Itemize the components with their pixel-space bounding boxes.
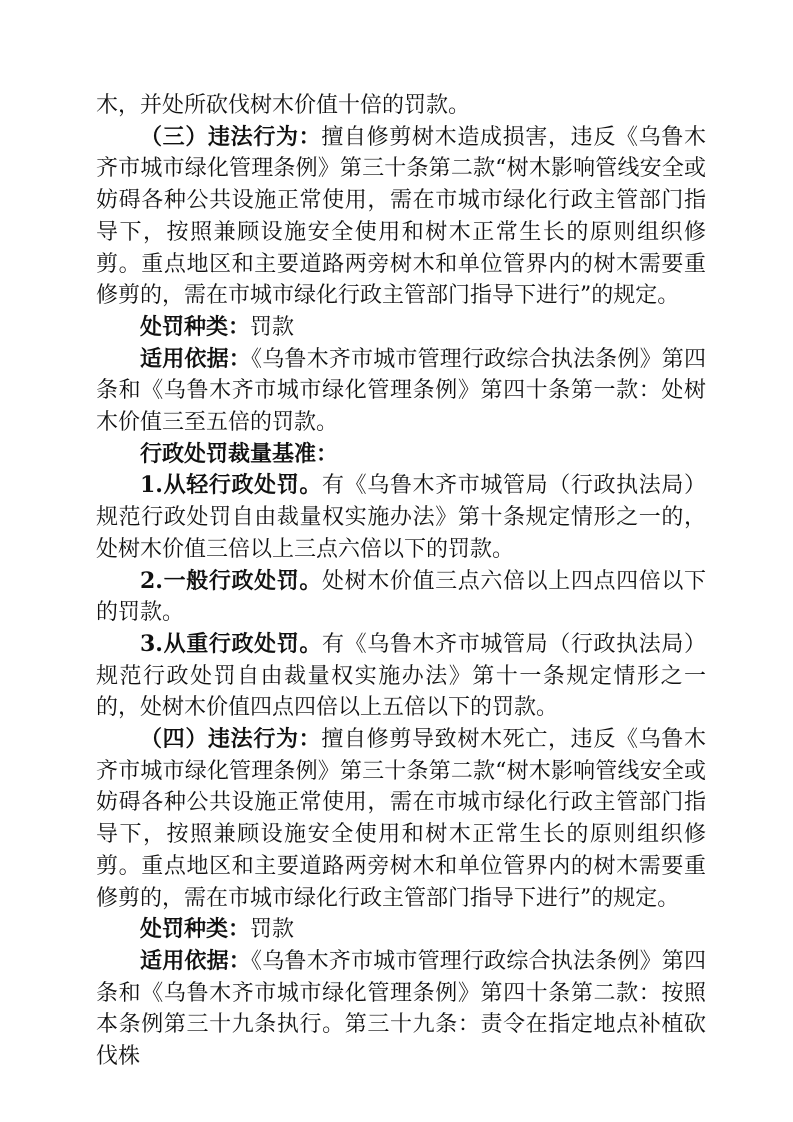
- violation-4-paragraph: [96, 724, 706, 914]
- penalty-type-paragraph: [96, 312, 706, 344]
- penalty-type-label: 处罚种类：: [140, 313, 251, 340]
- penalty-type-text: 罚款: [250, 917, 295, 943]
- violation-text: 擅自修剪导致树木死亡，违反《乌鲁木齐市城市绿化管理条例》第三十条第二款“树木影响管线安全或妨碍各种公共设施正常使用，需在市城市绿化行政主管部门指导下，按照兼顾设施安全使用和树木正常生长的原则组织修剪。重点地区和主要道路两旁树木和单位管界内的树木需要重修剪的，需在市城市绿化行政主管部门指导下进行”的规定。: [96, 727, 706, 911]
- penalty-type-text: 罚款: [250, 314, 295, 340]
- lighter-penalty-text: 有《乌鲁木齐市城管局（行政执法局）规范行政处罚自由裁量权实施办法》第十条规定情形之一的，处树木价值三倍以上三点六倍以下的罚款。: [96, 473, 706, 562]
- general-penalty-text: 处树木价值三点六倍以上四点四倍以下的罚款。: [96, 568, 706, 626]
- general-penalty-label: 2.一般行政处罚。: [140, 567, 322, 594]
- penalty-type-label: 处罚种类：: [140, 916, 251, 943]
- lighter-penalty-paragraph: [96, 470, 706, 565]
- violation-text: 擅自修剪树木造成损害，违反《乌鲁木齐市城市绿化管理条例》第三十条第二款“树木影响管线安全或妨碍各种公共设施正常使用，需在市城市绿化行政主管部门指导下，按照兼顾设施安全使用和树木正常生长的原则组织修剪。重点地区和主要道路两旁树木和单位管界内的树木需要重修剪的，需在市城市绿化行政主管部门指导下进行”的规定。: [96, 124, 706, 309]
- general-penalty-paragraph: [96, 566, 706, 629]
- paragraph-text: 木，并处所砍伐树木价值十倍的罚款。: [96, 93, 471, 118]
- lighter-penalty-label: 1.从轻行政处罚。: [140, 472, 322, 499]
- legal-basis-label: 适用依据：: [140, 947, 251, 974]
- heavier-penalty-paragraph: [96, 629, 706, 724]
- legal-basis-paragraph: [96, 344, 706, 439]
- legal-basis-label: 适用依据：: [140, 345, 251, 372]
- legal-basis-text: 《乌鲁木齐市城市管理行政综合执法条例》第四条和《乌鲁木齐市城市绿化管理条例》第四十条第二款：按照本条例第三十九条执行。第三十九条：责令在指定地点补植砍伐株: [96, 948, 706, 1070]
- discretion-standard-heading: [96, 439, 706, 471]
- discretion-standard-label: 行政处罚裁量基准：: [140, 440, 339, 467]
- violation-3-paragraph: [96, 122, 706, 312]
- heavier-penalty-label: 3.从重行政处罚。: [140, 630, 322, 657]
- legal-basis-text: 《乌鲁木齐市城市管理行政综合执法条例》第四条和《乌鲁木齐市城市绿化管理条例》第四十条第一款：处树木价值三至五倍的罚款。: [96, 346, 706, 436]
- document-body: [96, 90, 706, 1073]
- penalty-type-paragraph: [96, 914, 706, 946]
- violation-label: （四）违法行为：: [140, 726, 322, 753]
- heavier-penalty-text: 有《乌鲁木齐市城管局（行政执法局）规范行政处罚自由裁量权实施办法》第十一条规定情形之一的，处树木价值四点四倍以上五倍以下的罚款。: [96, 631, 706, 721]
- legal-basis-paragraph: [96, 946, 706, 1073]
- paragraph-continuation: [96, 90, 706, 122]
- violation-label: （三）违法行为：: [140, 123, 322, 150]
